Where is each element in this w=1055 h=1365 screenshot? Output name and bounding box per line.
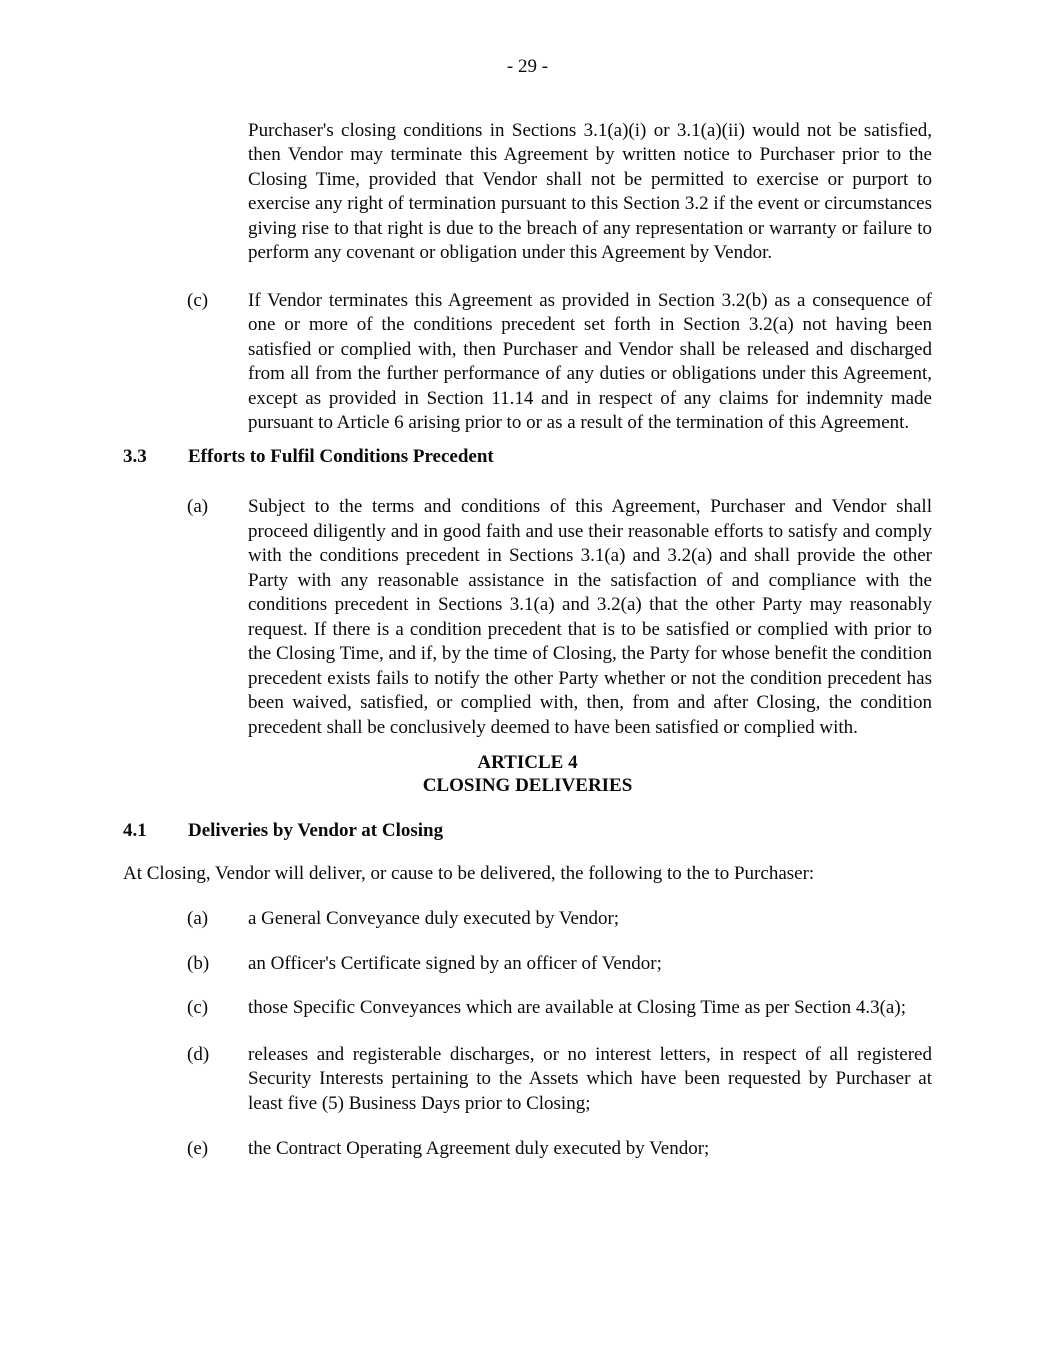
delivery-item-a xyxy=(187,907,932,932)
page-number: - 29 - xyxy=(506,56,549,77)
article-title-line: CLOSING DELIVERIES xyxy=(422,774,633,796)
section-heading-4-1 xyxy=(123,819,932,844)
section-title: Efforts to Fulfil Conditions Precedent xyxy=(188,445,494,467)
clause-text: an Officer's Certificate signed by an officer of Vendor; xyxy=(248,952,662,974)
clause-text: the Contract Operating Agreement duly executed by Vendor; xyxy=(248,1138,710,1159)
clause-label: (b) xyxy=(187,952,210,974)
clause-text: releases and registerable discharges, or no interest letters, in respect of all registered Security Interests pertaining to the Assets which have been requested by Purchaser at least five (5) Business Days prior to Closing; xyxy=(248,1043,932,1114)
delivery-item-b xyxy=(187,952,932,977)
section-title: Deliveries by Vendor at Closing xyxy=(188,820,444,841)
clause-label: (e) xyxy=(187,1138,209,1159)
clause-label: (c) xyxy=(187,997,209,1018)
clause-text: If Vendor terminates this Agreement as provided in Section 3.2(b) as a consequence of one or more of the conditions precedent set forth in Section 3.2(a) not having been satisfied or complied with, then Purchaser and Vendor shall be released and discharged from all from the further performance of any duties or obligations under this Agreement, except as provided in Section 11.14 and in respect of any claims for indemnity made pursuant to Article 6 arising prior to or as a result of the termination of this Agreement. xyxy=(248,289,932,433)
clause-text: Subject to the terms and conditions of this Agreement, Purchaser and Vendor shall proceed diligently and in good faith and use their reasonable efforts to satisfy and comply with the conditions precedent in Sections 3.1(a) and 3.2(a) and shall provide the other Party with any reasonable assistance in the satisfaction of and compliance with the conditions precedent in Sections 3.1(a) and 3.2(a) that the other Party may reasonably request. If there is a condition precedent that is to be satisfied or complied with prior to the Closing Time, and if, by the time of Closing, the Party for whose benefit the condition precedent exists fails to notify the other Party whether or not the condition precedent has been waived, satisfied, or complied with, then, from and after Closing, the condition precedent shall be conclusively deemed to have been satisfied or complied with. xyxy=(248,496,932,738)
clause-label: (d) xyxy=(187,1043,210,1065)
clause-label: (a) xyxy=(187,908,209,929)
section-4-1-intro: At Closing, Vendor will deliver, or cause to be delivered, the following to the to Purchaser: xyxy=(123,862,815,884)
clause-text: those Specific Conveyances which are available at Closing Time as per Section 4.3(a); xyxy=(248,997,906,1018)
continuation-paragraph: Purchaser's closing conditions in Sections 3.1(a)(i) or 3.1(a)(ii) would not be satisfied, then Vendor may terminate this Agreement by written notice to Purchaser prior to the Closing Time, provided that Vendor shall not be permitted to exercise or purport to exercise any right of termination pursuant to this Section 3.2 if the event or circumstances giving rise to that right is due to the breach of any representation or warranty or failure to perform any covenant or obligation under this Agreement by Vendor. xyxy=(248,119,932,263)
clause-label: (c) xyxy=(187,289,209,311)
clause-label: (a) xyxy=(187,496,209,517)
delivery-item-e xyxy=(187,1137,932,1162)
clause-text: a General Conveyance duly executed by Vendor; xyxy=(248,908,620,929)
article-number-line: ARTICLE 4 xyxy=(477,752,578,773)
section-number: 3.3 xyxy=(123,445,147,467)
delivery-item-c xyxy=(187,996,932,1021)
clause-3-3-a xyxy=(187,495,932,740)
delivery-item-d xyxy=(187,1043,932,1117)
article-4-heading xyxy=(123,752,932,797)
section-heading-3-3 xyxy=(123,445,932,470)
section-number: 4.1 xyxy=(123,820,147,841)
clause-3-2-c xyxy=(187,289,932,436)
